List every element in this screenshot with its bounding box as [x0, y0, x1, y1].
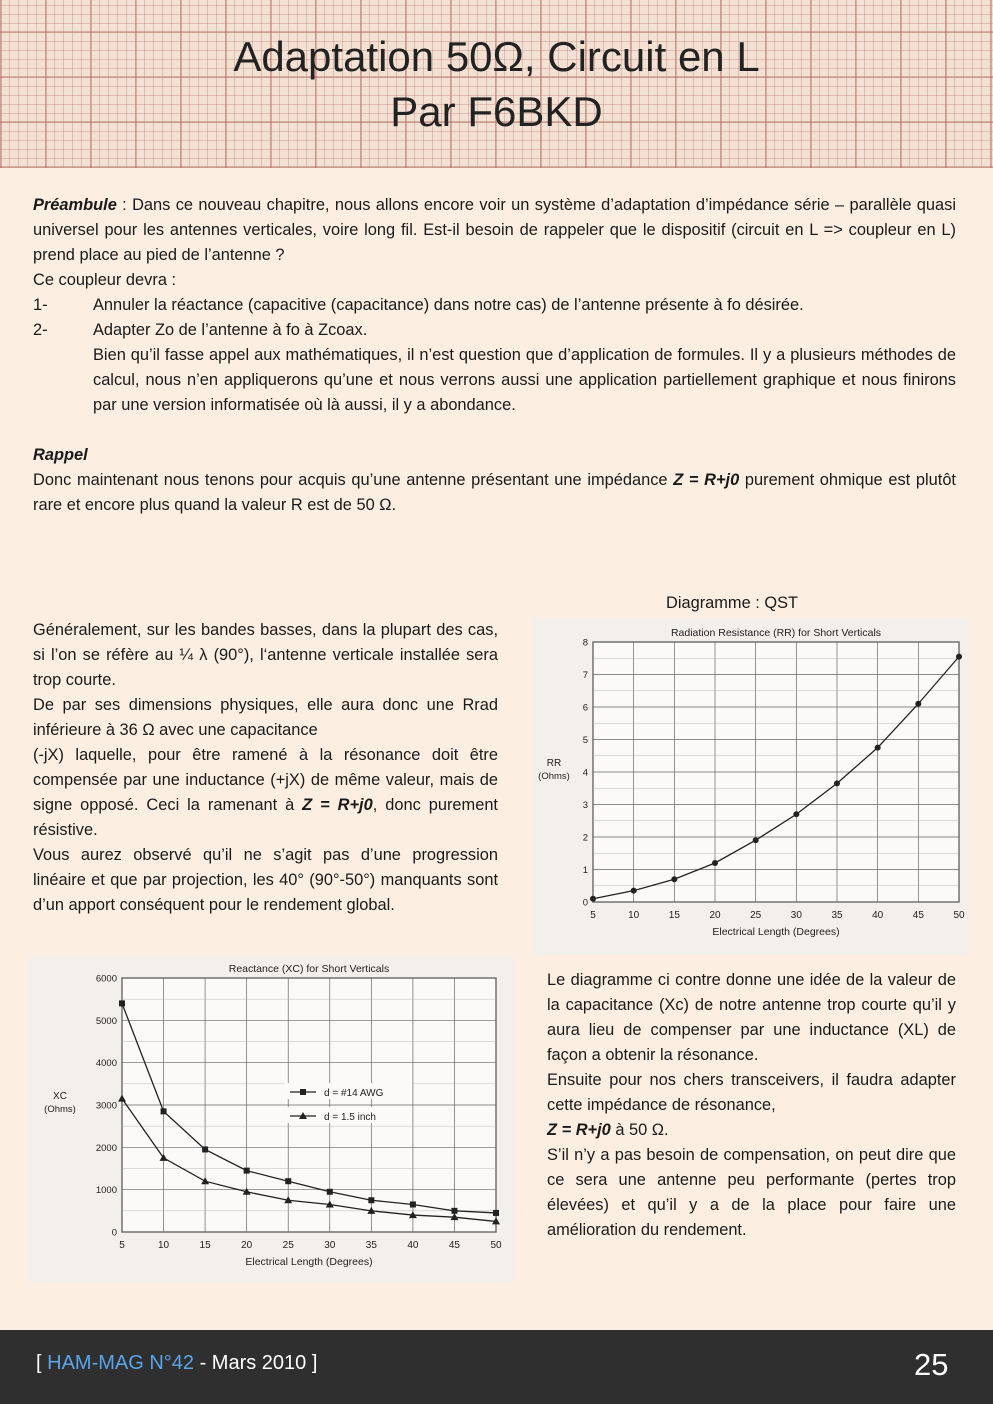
x-tick-label: 50: [953, 910, 965, 921]
chart-reactance: [28, 956, 515, 1282]
y-tick-label: 4000: [95, 1058, 117, 1070]
rappel-label: Rappel: [33, 446, 88, 464]
x-tick-label: 20: [709, 910, 721, 921]
y-tick-label: 0: [111, 1227, 117, 1239]
preambule-label: Préambule: [33, 196, 117, 214]
x-tick-label: 5: [119, 1240, 125, 1251]
chart-xlabel: Electrical Length (Degrees): [245, 1256, 373, 1268]
magazine-name: HAM-MAG N°42: [47, 1352, 195, 1374]
right-paragraph-3: S’il n’y a pas besoin de compensation, on peut dire que ce sera une antenne peu performante (pertes trop élevées) et qu’il y a de la place pour faire une amélioration du rendement.: [547, 1146, 956, 1239]
data-point: [493, 1210, 499, 1216]
data-point: [368, 1197, 374, 1203]
data-point: [244, 1168, 250, 1174]
coupleur-intro: Ce coupleur devra :: [33, 271, 177, 289]
left-paragraph-2b: (-jX) laquelle, pour être ramené à la résonance doit être compensée par une inductance (+jX) de même valeur, mais de signe opposé. Ceci la ramenant à Z = R+j0, donc purement résistive.: [33, 746, 498, 839]
data-point: [631, 888, 637, 894]
y-tick-label: 1: [582, 865, 588, 876]
chart1-svg: [533, 618, 969, 955]
x-tick-label: 35: [365, 1240, 377, 1251]
x-tick-label: 5: [590, 910, 596, 921]
chart-title: Radiation Resistance (RR) for Short Verticals: [670, 627, 882, 639]
diagram-caption: Diagramme : QST: [666, 594, 799, 612]
data-point: [410, 1201, 416, 1207]
chart-ylabel: XC: [53, 1091, 67, 1102]
x-tick-label: 50: [490, 1240, 502, 1251]
left-column: [33, 618, 498, 918]
y-tick-label: 1000: [95, 1185, 117, 1197]
x-tick-label: 40: [872, 910, 884, 921]
data-point: [834, 780, 840, 786]
right-paragraph-2b: Z = R+j0 à 50 Ω.: [547, 1121, 669, 1139]
x-tick-label: 20: [241, 1240, 253, 1251]
chart2-svg: [28, 956, 515, 1282]
data-point: [285, 1178, 291, 1184]
y-tick-label: 0: [582, 897, 588, 909]
y-tick-label: 5: [582, 735, 588, 746]
legend-label: d = #14 AWG: [324, 1088, 384, 1099]
header-banner: [0, 0, 993, 168]
y-tick-label: 2000: [95, 1142, 117, 1154]
left-paragraph-3: Vous aurez observé qu’il ne s’agit pas d’une progression linéaire et que par projection, les 40° (90°-50°) manquants sont d’un apport conséquent pour le rendement global.: [33, 846, 498, 914]
x-tick-label: 25: [750, 910, 762, 921]
rappel-paragraph: Donc maintenant nous tenons pour acquis qu’une antenne présentant une impédance Z = R+j0 purement ohmique est plutôt rare et encore plus quand la valeur R est de 50 Ω.: [33, 471, 956, 514]
page-author: Par F6BKD: [390, 88, 603, 135]
y-tick-label: 5000: [95, 1015, 117, 1027]
data-point: [753, 837, 759, 843]
data-point: [119, 1000, 125, 1006]
x-tick-label: 30: [324, 1240, 336, 1251]
x-tick-label: 40: [407, 1240, 419, 1251]
y-tick-label: 3: [582, 800, 588, 811]
data-point: [956, 654, 962, 660]
chart-radiation-resistance: [533, 618, 969, 955]
chart-ylabel-unit: (Ohms): [538, 771, 570, 782]
item2-followup: Bien qu’il fasse appel aux mathématiques, il n’est question que d’application de formules. Il y a plusieurs méthodes de calcul, nous n’en appliquerons qu’une et nous verrons aussi une application partiellement graphique et nous finirons par une version informatisée où là aussi, il y a abondance.: [93, 346, 956, 414]
preambule-text: : Dans ce nouveau chapitre, nous allons encore voir un système d’adaptation d’impédance série – parallèle quasi universel pour les antennes verticales, voire long fil. Est-il besoin de rappeler que le dispositif (circuit en L => coupleur en L) prend place au pied de l’antenne ?: [33, 196, 956, 264]
intro-section: [33, 193, 956, 518]
x-tick-label: 10: [157, 1240, 170, 1251]
y-tick-label: 4: [582, 767, 588, 779]
legend-marker: [300, 1089, 306, 1095]
list-item: 2- Adapter Zo de l’antenne à fo à Zcoax.: [33, 321, 368, 339]
data-point: [451, 1208, 457, 1214]
right-paragraph-2: Ensuite pour nos chers transceivers, il faudra adapter cette impédance de résonance,: [547, 1071, 956, 1114]
data-point: [590, 896, 596, 902]
chart-ylabel-unit: (Ohms): [44, 1104, 76, 1115]
data-point: [202, 1146, 208, 1152]
data-point: [161, 1108, 167, 1114]
chart-ylabel: RR: [546, 758, 562, 769]
y-tick-label: 8: [582, 637, 588, 649]
legend-label: d = 1.5 inch: [324, 1112, 376, 1123]
x-tick-label: 25: [282, 1240, 294, 1251]
chart-title: Reactance (XC) for Short Verticals: [228, 963, 390, 975]
data-point: [671, 876, 677, 882]
footer-text: [ HAM-MAG N°42 - Mars 2010 ]: [36, 1352, 318, 1374]
y-tick-label: 6: [582, 702, 588, 714]
x-tick-label: 15: [668, 910, 680, 921]
chart-xlabel: Electrical Length (Degrees): [712, 926, 840, 938]
x-tick-label: 45: [912, 910, 924, 921]
right-column: [547, 968, 956, 1243]
data-point: [915, 701, 921, 707]
y-tick-label: 6000: [95, 973, 117, 985]
data-point: [712, 860, 718, 866]
x-tick-label: 10: [628, 910, 640, 921]
left-paragraph-1: Généralement, sur les bandes basses, dans la plupart des cas, si l’on se réfère au ¼ λ (90°), l‘antenne verticale installée sera trop courte.: [33, 621, 498, 689]
y-tick-label: 2: [582, 832, 588, 844]
list-item: 1- Annuler la réactance (capacitive (capacitance) dans notre cas) de l’antenne présente à fo désirée.: [33, 296, 804, 314]
x-tick-label: 45: [448, 1240, 461, 1251]
left-paragraph-2a: De par ses dimensions physiques, elle aura donc une Rrad inférieure à 36 Ω avec une capacitance: [33, 696, 498, 739]
x-tick-label: 30: [790, 910, 802, 921]
page-title: Adaptation 50Ω, Circuit en L: [233, 33, 760, 80]
y-tick-label: 7: [582, 670, 588, 681]
data-point: [327, 1189, 333, 1195]
data-point: [793, 811, 799, 817]
x-tick-label: 15: [199, 1240, 211, 1251]
page-number: 25: [914, 1347, 949, 1382]
y-tick-label: 3000: [95, 1100, 117, 1112]
right-paragraph-1: Le diagramme ci contre donne une idée de la valeur de la capacitance (Xc) de notre antenne trop courte qu’il y aura lieu de compenser par une inductance (XL) de façon a obtenir la résonance.: [547, 971, 956, 1064]
x-tick-label: 35: [831, 910, 843, 921]
data-point: [875, 745, 881, 751]
